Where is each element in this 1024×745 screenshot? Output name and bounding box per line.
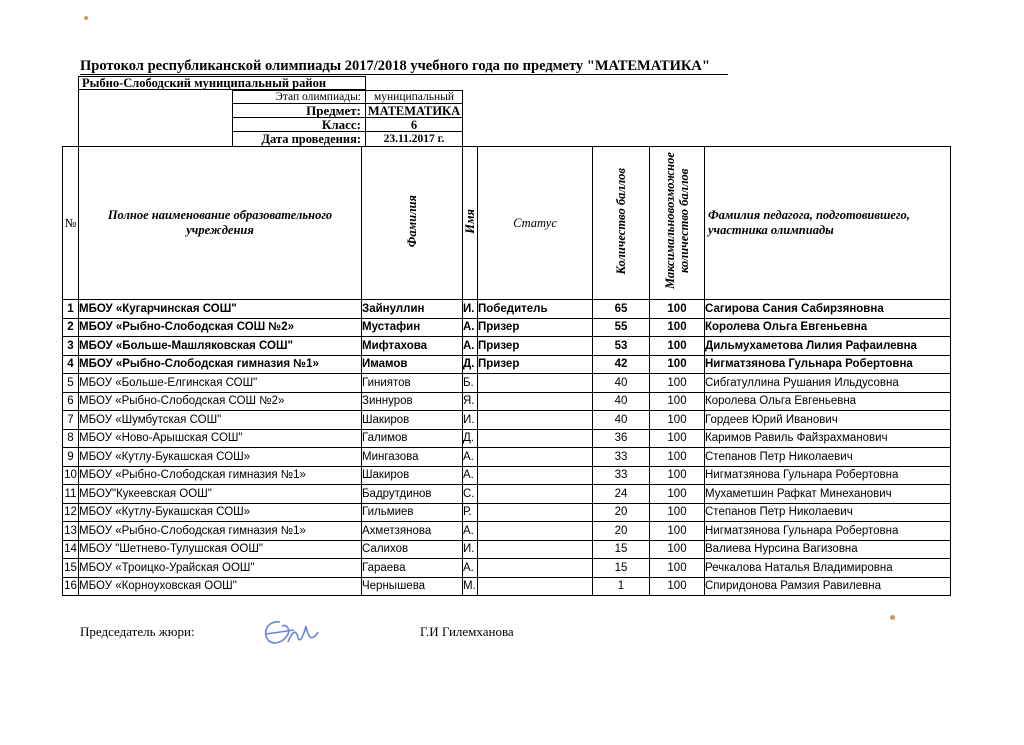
cell-num: 4 bbox=[63, 355, 79, 374]
cell-status bbox=[478, 466, 593, 485]
cell-max: 100 bbox=[650, 503, 705, 522]
cell-score: 40 bbox=[593, 411, 650, 430]
table-row bbox=[63, 485, 951, 504]
cell-name: И. bbox=[463, 540, 478, 559]
cell-teacher: Степанов Петр Николаевич bbox=[705, 503, 951, 522]
cell-status: Призер bbox=[478, 318, 593, 337]
cell-num: 7 bbox=[63, 411, 79, 430]
col-header-school: Полное наименование образовательного учреждения bbox=[79, 147, 362, 300]
col-header-score bbox=[593, 147, 650, 300]
table-header-row bbox=[63, 147, 951, 300]
cell-teacher: Гордеев Юрий Иванович bbox=[705, 411, 951, 430]
cell-status bbox=[478, 374, 593, 393]
cell-teacher: Мухаметшин Рафкат Минеханович bbox=[705, 485, 951, 504]
cell-num: 1 bbox=[63, 300, 79, 319]
cell-school: МБОУ "Шетнево-Тулушская ООШ" bbox=[79, 540, 362, 559]
table-row bbox=[63, 448, 951, 467]
cell-name: А. bbox=[463, 448, 478, 467]
table-row bbox=[63, 540, 951, 559]
cell-score: 33 bbox=[593, 466, 650, 485]
cell-school: МБОУ"Кукеевская ООШ" bbox=[79, 485, 362, 504]
col-header-surname bbox=[362, 147, 463, 300]
cell-status bbox=[478, 485, 593, 504]
table-row bbox=[63, 300, 951, 319]
table-row bbox=[63, 466, 951, 485]
cell-name: Р. bbox=[463, 503, 478, 522]
cell-status bbox=[478, 503, 593, 522]
cell-teacher: Каримов Равиль Файзрахманович bbox=[705, 429, 951, 448]
cell-num: 2 bbox=[63, 318, 79, 337]
info-value-grade: 6 bbox=[365, 117, 463, 132]
table-row bbox=[63, 577, 951, 596]
info-value-subject: МАТЕМАТИКА bbox=[365, 103, 463, 118]
cell-num: 8 bbox=[63, 429, 79, 448]
scan-dot bbox=[890, 615, 895, 620]
info-value-stage: муниципальный bbox=[365, 90, 463, 104]
cell-name: А. bbox=[463, 318, 478, 337]
chair-label: Председатель жюри: bbox=[80, 624, 195, 639]
cell-score: 20 bbox=[593, 503, 650, 522]
cell-num: 14 bbox=[63, 540, 79, 559]
cell-score: 42 bbox=[593, 355, 650, 374]
cell-name: И. bbox=[463, 300, 478, 319]
cell-status bbox=[478, 559, 593, 578]
cell-num: 15 bbox=[63, 559, 79, 578]
cell-name: Д. bbox=[463, 355, 478, 374]
cell-school: МБОУ «Больше-Машляковская СОШ" bbox=[79, 337, 362, 356]
cell-surname: Мустафин bbox=[362, 318, 463, 337]
header-left-rule bbox=[78, 90, 79, 146]
cell-max: 100 bbox=[650, 540, 705, 559]
cell-score: 65 bbox=[593, 300, 650, 319]
col-header-max bbox=[650, 147, 705, 300]
cell-num: 16 bbox=[63, 577, 79, 596]
col-header-name bbox=[463, 147, 478, 300]
cell-status bbox=[478, 577, 593, 596]
cell-teacher: Спиридонова Рамзия Равилевна bbox=[705, 577, 951, 596]
cell-num: 10 bbox=[63, 466, 79, 485]
cell-school: МБОУ «Кутлу-Букашская СОШ» bbox=[79, 503, 362, 522]
cell-status bbox=[478, 540, 593, 559]
cell-school: МБОУ «Рыбно-Слободская гимназия №1» bbox=[79, 522, 362, 541]
cell-max: 100 bbox=[650, 318, 705, 337]
cell-name: И. bbox=[463, 411, 478, 430]
table-row bbox=[63, 355, 951, 374]
cell-score: 53 bbox=[593, 337, 650, 356]
cell-school: МБОУ «Рыбно-Слободская гимназия №1» bbox=[79, 355, 362, 374]
cell-school: МБОУ «Больше-Елгинская СОШ" bbox=[79, 374, 362, 393]
cell-name: А. bbox=[463, 559, 478, 578]
cell-teacher: Королева Ольга Евгеньевна bbox=[705, 318, 951, 337]
cell-surname: Шакиров bbox=[362, 466, 463, 485]
cell-teacher: Сагирова Сания Сабирзяновна bbox=[705, 300, 951, 319]
cell-surname: Имамов bbox=[362, 355, 463, 374]
results-table bbox=[62, 146, 951, 596]
info-label-date: Дата проведения: bbox=[232, 131, 366, 147]
cell-teacher: Речкалова Наталья Владимировна bbox=[705, 559, 951, 578]
cell-num: 6 bbox=[63, 392, 79, 411]
cell-surname: Зайнуллин bbox=[362, 300, 463, 319]
cell-teacher: Нигматзянова Гульнара Робертовна bbox=[705, 522, 951, 541]
cell-score: 15 bbox=[593, 540, 650, 559]
cell-surname: Гильмиев bbox=[362, 503, 463, 522]
table-row bbox=[63, 429, 951, 448]
cell-surname: Галимов bbox=[362, 429, 463, 448]
table-row bbox=[63, 522, 951, 541]
cell-surname: Гиниятов bbox=[362, 374, 463, 393]
cell-school: МБОУ «Рыбно-Слободская гимназия №1» bbox=[79, 466, 362, 485]
table-row bbox=[63, 559, 951, 578]
cell-max: 100 bbox=[650, 577, 705, 596]
cell-school: МБОУ «Шумбутская СОШ" bbox=[79, 411, 362, 430]
cell-status: Призер bbox=[478, 355, 593, 374]
cell-surname: Гараева bbox=[362, 559, 463, 578]
col-header-teacher: Фамилия педагога, подготовившего, участника олимпиады bbox=[705, 147, 951, 300]
info-value-date: 23.11.2017 г. bbox=[365, 131, 463, 147]
table-body bbox=[63, 300, 951, 596]
cell-max: 100 bbox=[650, 337, 705, 356]
cell-surname: Мифтахова bbox=[362, 337, 463, 356]
table-row bbox=[63, 392, 951, 411]
cell-max: 100 bbox=[650, 429, 705, 448]
cell-teacher: Валиева Нурсина Вагизовна bbox=[705, 540, 951, 559]
cell-name: Я. bbox=[463, 392, 478, 411]
cell-name: А. bbox=[463, 337, 478, 356]
col-header-num: № bbox=[63, 147, 79, 300]
table-row bbox=[63, 503, 951, 522]
cell-teacher: Степанов Петр Николаевич bbox=[705, 448, 951, 467]
cell-score: 40 bbox=[593, 392, 650, 411]
cell-teacher: Сибгатуллина Рушания Ильдусовна bbox=[705, 374, 951, 393]
table-row bbox=[63, 337, 951, 356]
cell-status bbox=[478, 429, 593, 448]
cell-surname: Шакиров bbox=[362, 411, 463, 430]
cell-school: МБОУ «Кутлу-Букашская СОШ» bbox=[79, 448, 362, 467]
cell-max: 100 bbox=[650, 300, 705, 319]
cell-school: МБОУ «Троицко-Урайская ООШ" bbox=[79, 559, 362, 578]
cell-name: Д. bbox=[463, 429, 478, 448]
scan-dot bbox=[84, 16, 88, 20]
cell-status bbox=[478, 411, 593, 430]
cell-surname: Салихов bbox=[362, 540, 463, 559]
cell-score: 20 bbox=[593, 522, 650, 541]
cell-score: 40 bbox=[593, 374, 650, 393]
cell-score: 55 bbox=[593, 318, 650, 337]
col-header-surname-text: Фамилия bbox=[405, 194, 419, 248]
page-title: Протокол республиканской олимпиады 2017/2018 учебного года по предмету "МАТЕМАТИКА" bbox=[80, 58, 710, 74]
cell-max: 100 bbox=[650, 559, 705, 578]
cell-max: 100 bbox=[650, 392, 705, 411]
cell-score: 24 bbox=[593, 485, 650, 504]
cell-num: 9 bbox=[63, 448, 79, 467]
col-header-max-text: Максимальновозможное количество баллов bbox=[663, 152, 691, 290]
info-label-subject: Предмет: bbox=[232, 103, 366, 118]
cell-name: А. bbox=[463, 466, 478, 485]
cell-max: 100 bbox=[650, 355, 705, 374]
info-label-stage: Этап олимпиады: bbox=[232, 90, 366, 104]
info-label-grade: Класс: bbox=[232, 117, 366, 132]
table-row bbox=[63, 318, 951, 337]
cell-status bbox=[478, 392, 593, 411]
cell-max: 100 bbox=[650, 466, 705, 485]
cell-status bbox=[478, 522, 593, 541]
cell-max: 100 bbox=[650, 448, 705, 467]
cell-num: 3 bbox=[63, 337, 79, 356]
cell-num: 5 bbox=[63, 374, 79, 393]
cell-name: М. bbox=[463, 577, 478, 596]
cell-max: 100 bbox=[650, 522, 705, 541]
cell-teacher: Дильмухаметова Лилия Рафаилевна bbox=[705, 337, 951, 356]
cell-school: МБОУ «Ново-Арышская СОШ" bbox=[79, 429, 362, 448]
signature-mark bbox=[258, 612, 328, 652]
cell-max: 100 bbox=[650, 411, 705, 430]
cell-num: 13 bbox=[63, 522, 79, 541]
title-underline bbox=[80, 74, 728, 75]
cell-name: Б. bbox=[463, 374, 478, 393]
cell-name: С. bbox=[463, 485, 478, 504]
cell-num: 11 bbox=[63, 485, 79, 504]
cell-surname: Мингазова bbox=[362, 448, 463, 467]
table-row bbox=[63, 411, 951, 430]
cell-score: 15 bbox=[593, 559, 650, 578]
table-row bbox=[63, 374, 951, 393]
cell-status: Призер bbox=[478, 337, 593, 356]
cell-num: 12 bbox=[63, 503, 79, 522]
district-label: Рыбно-Слободский муниципальный район bbox=[78, 76, 366, 90]
cell-teacher: Нигматзянова Гульнара Робертовна bbox=[705, 355, 951, 374]
cell-school: МБОУ «Рыбно-Слободская СОШ №2» bbox=[79, 392, 362, 411]
cell-surname: Зиннуров bbox=[362, 392, 463, 411]
cell-surname: Чернышева bbox=[362, 577, 463, 596]
signature bbox=[258, 612, 328, 657]
cell-surname: Бадрутдинов bbox=[362, 485, 463, 504]
cell-max: 100 bbox=[650, 374, 705, 393]
cell-status: Победитель bbox=[478, 300, 593, 319]
chair-name: Г.И Гилемханова bbox=[420, 624, 514, 639]
cell-teacher: Королева Ольга Евгеньевна bbox=[705, 392, 951, 411]
col-header-score-text: Количество баллов bbox=[614, 167, 628, 275]
cell-score: 36 bbox=[593, 429, 650, 448]
cell-max: 100 bbox=[650, 485, 705, 504]
cell-score: 1 bbox=[593, 577, 650, 596]
cell-school: МБОУ «Корноуховская ООШ" bbox=[79, 577, 362, 596]
col-header-name-text: Имя bbox=[463, 208, 477, 234]
cell-score: 33 bbox=[593, 448, 650, 467]
cell-surname: Ахметзянова bbox=[362, 522, 463, 541]
col-header-status: Статус bbox=[478, 147, 593, 300]
cell-status bbox=[478, 448, 593, 467]
cell-school: МБОУ «Рыбно-Слободская СОШ №2» bbox=[79, 318, 362, 337]
cell-teacher: Нигматзянова Гульнара Робертовна bbox=[705, 466, 951, 485]
cell-school: МБОУ «Кугарчинская СОШ" bbox=[79, 300, 362, 319]
cell-name: А. bbox=[463, 522, 478, 541]
